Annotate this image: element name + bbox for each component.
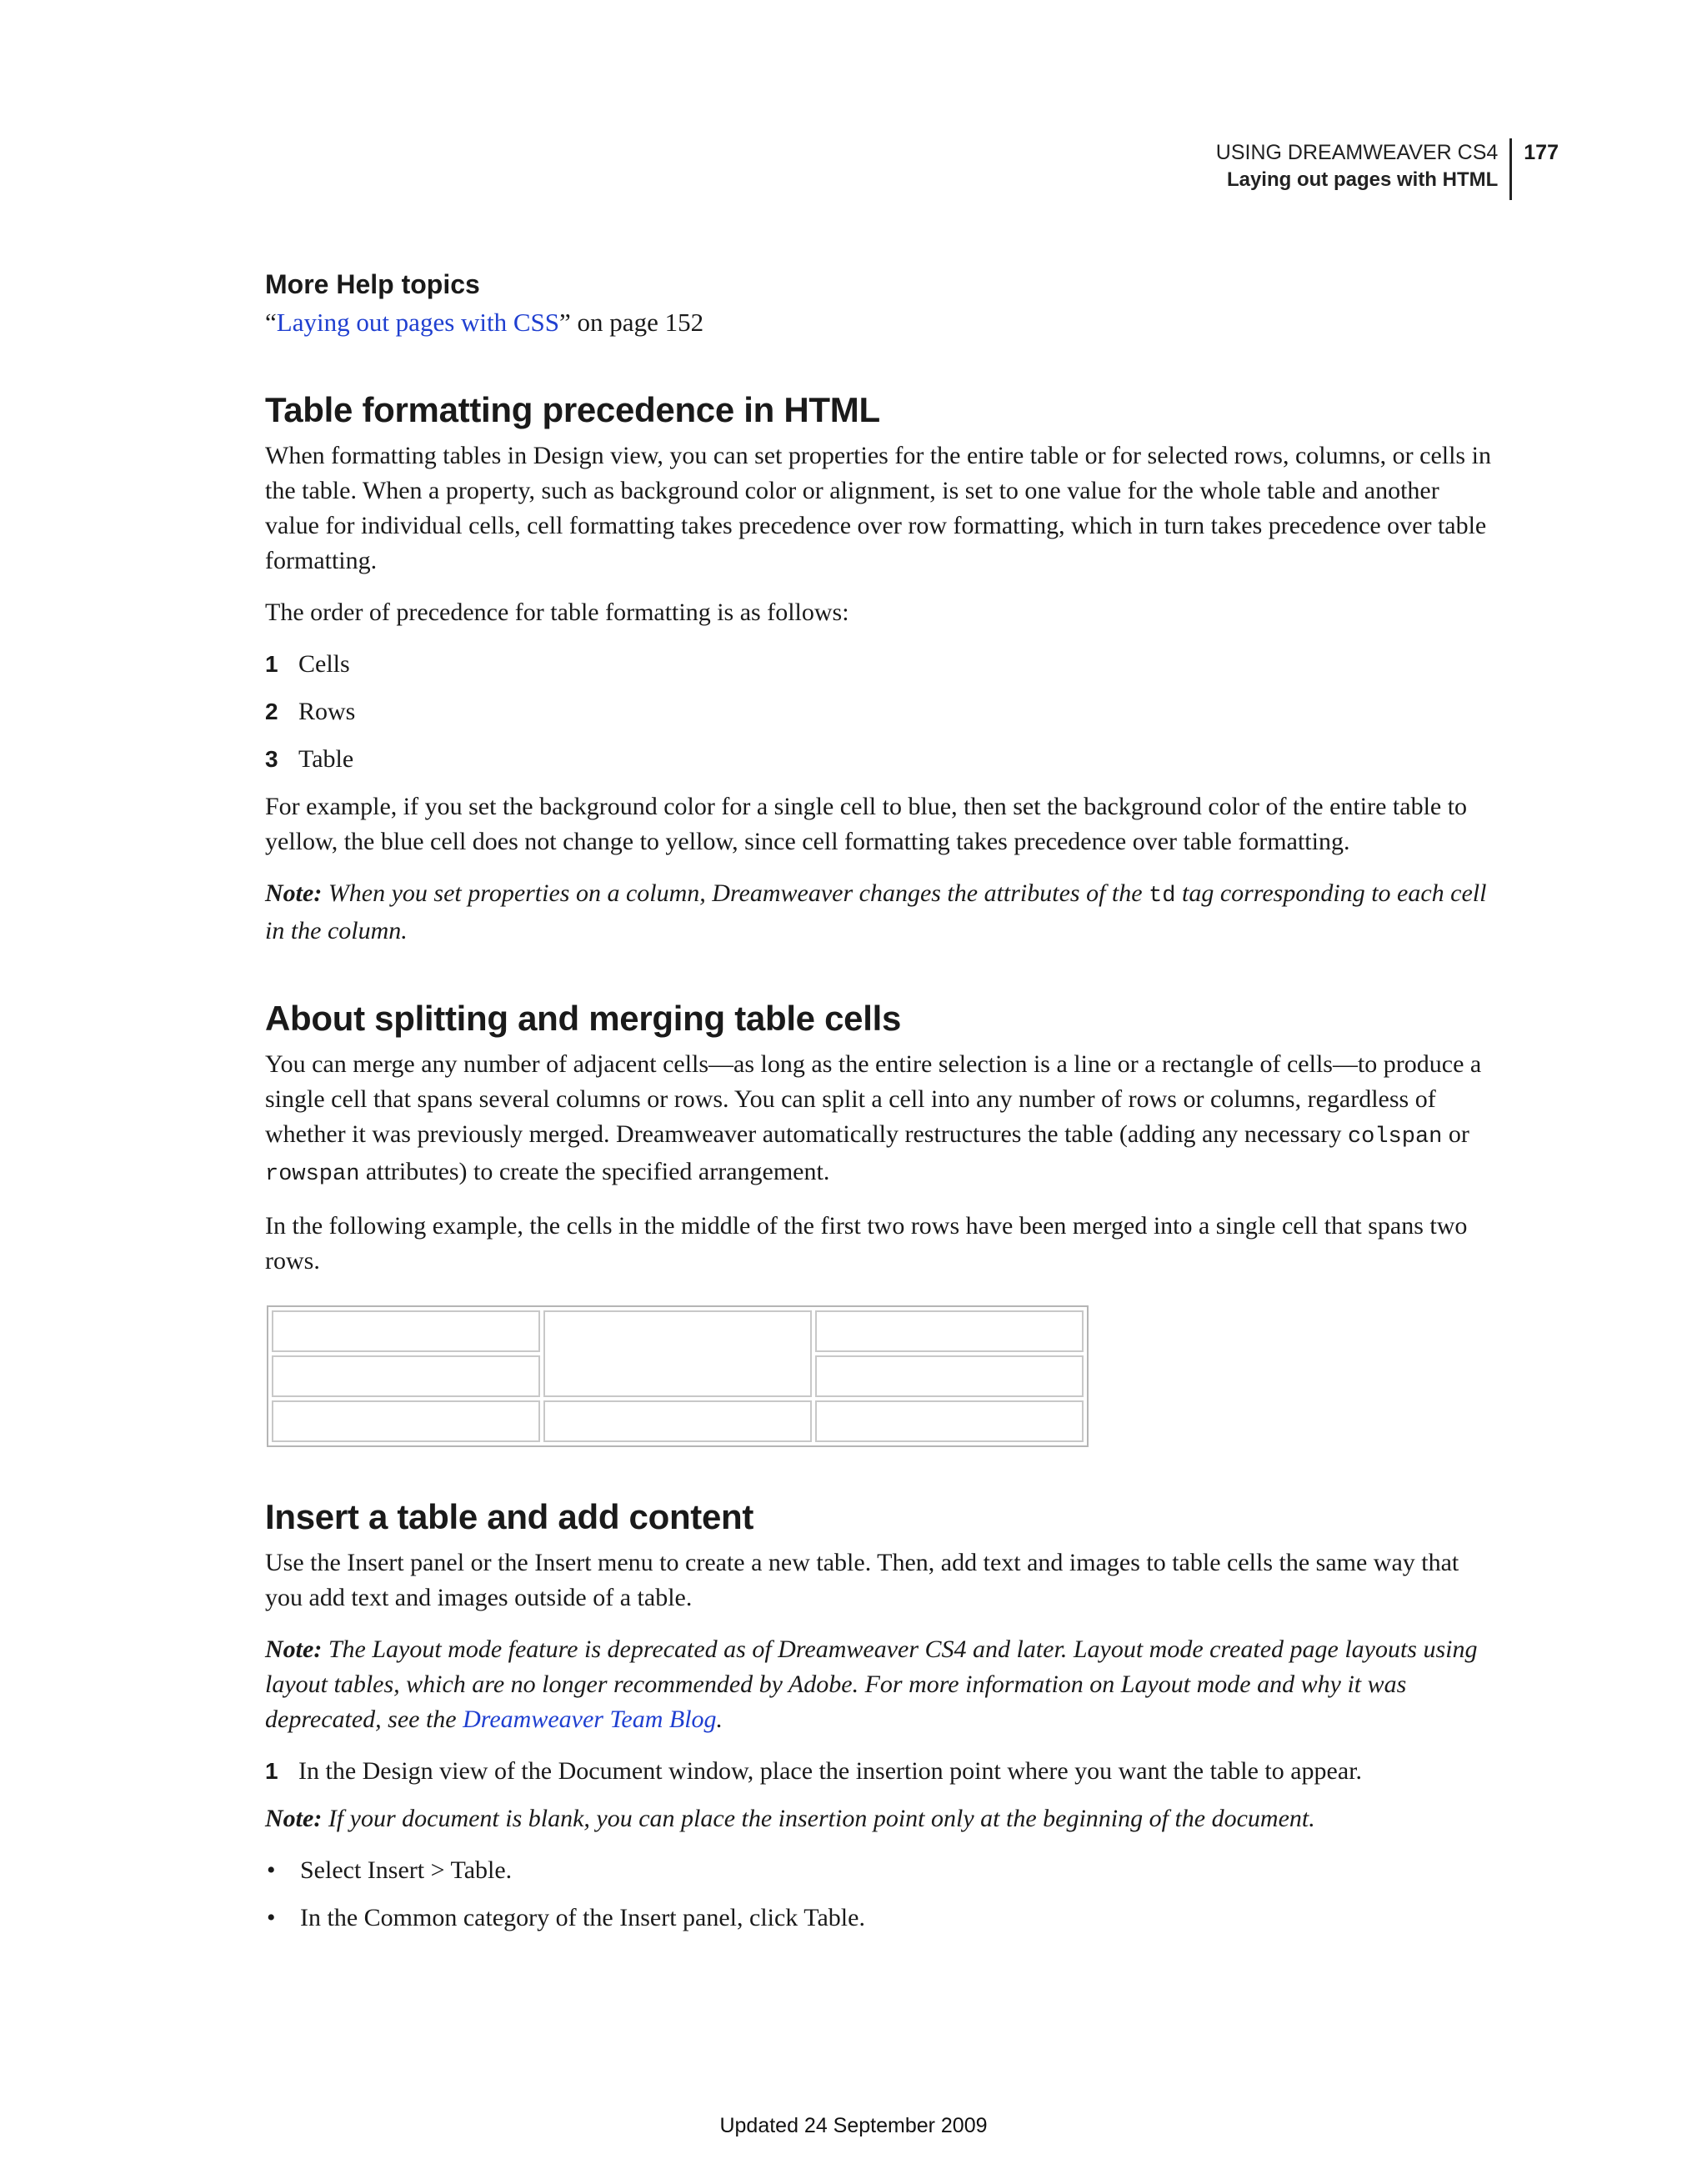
more-help-line <box>265 305 1499 340</box>
note-label: Note: <box>265 1635 323 1663</box>
paragraph: In the following example, the cells in the middle of the first two rows have been merged into a single cell that spans two rows. <box>265 1212 1468 1275</box>
table-row <box>272 1310 1084 1352</box>
paragraph: Use the Insert panel or the Insert menu to create a new table. Then, add text and images to table cells the same way that you add text and images outside of a table. <box>265 1549 1459 1611</box>
section-heading: About splitting and merging table cells <box>265 999 902 1038</box>
more-help-section <box>265 267 1499 340</box>
note <box>265 876 1499 949</box>
running-header <box>1216 138 1559 200</box>
table-cell <box>272 1310 540 1352</box>
header-book-title: USING DREAMWEAVER CS4 <box>1215 141 1499 164</box>
bullet-mark: • <box>267 1856 276 1884</box>
header-text-block <box>1216 138 1512 200</box>
open-quote: “ <box>265 308 277 337</box>
note-text: tag corresponding to each cell in the column. <box>265 879 1487 944</box>
merged-table-cell <box>543 1310 812 1397</box>
step-number: 1 <box>265 1758 278 1784</box>
list-text: Table <box>298 745 354 773</box>
page-content <box>265 267 1499 1936</box>
inline-code: colspan <box>1347 1125 1443 1150</box>
list-text: Cells <box>298 650 350 678</box>
note <box>265 1632 1499 1737</box>
dreamweaver-team-blog-link[interactable]: Dreamweaver Team Blog <box>463 1706 717 1733</box>
section-insert-table <box>265 1495 1499 1936</box>
list-number: 1 <box>265 651 278 677</box>
laying-out-css-link[interactable]: Laying out pages with CSS <box>276 308 560 337</box>
list-item <box>265 742 1499 777</box>
list-number: 3 <box>265 746 278 772</box>
bullet-item <box>265 1901 1499 1936</box>
list-text: Rows <box>298 698 356 725</box>
page-number: 177 <box>1524 141 1559 164</box>
table-cell <box>815 1310 1084 1352</box>
text-run: or <box>1442 1120 1469 1148</box>
more-help-title: More Help topics <box>265 269 480 299</box>
inline-code: td <box>1149 884 1176 909</box>
note-text: When you set properties on a column, Dreamweaver changes the attributes of the <box>322 879 1149 907</box>
header-chapter-title: Laying out pages with HTML <box>1226 168 1499 191</box>
section-table-precedence <box>265 388 1499 949</box>
table-cell <box>815 1400 1084 1442</box>
note-label: Note: <box>265 1805 323 1832</box>
section-heading: Insert a table and add content <box>265 1497 754 1536</box>
table-cell <box>272 1400 540 1442</box>
step-item <box>265 1754 1499 1789</box>
bullet-text: Select Insert > Table. <box>300 1856 513 1884</box>
note-text: If your document is blank, you can place the insertion point only at the beginning of the document. <box>322 1805 1315 1832</box>
text-run: attributes) to create the specified arrangement. <box>359 1158 830 1185</box>
note-label: Note: <box>265 879 323 907</box>
table-cell <box>543 1400 812 1442</box>
bullet-text: In the Common category of the Insert panel, click Table. <box>300 1904 865 1931</box>
list-item <box>265 647 1499 682</box>
note <box>265 1801 1499 1836</box>
list-number: 2 <box>265 699 278 724</box>
paragraph: For example, if you set the background color for a single cell to blue, then set the background color of the entire table to yellow, the blue cell does not change to yellow, since cell formatting takes precedence over table formatting. <box>265 793 1468 855</box>
table-row <box>272 1400 1084 1442</box>
paragraph <box>265 1047 1499 1192</box>
section-split-merge <box>265 997 1499 1447</box>
list-item <box>265 694 1499 729</box>
section-heading: Table formatting precedence in HTML <box>265 390 880 429</box>
merged-cells-example-table <box>267 1305 1089 1447</box>
table-cell <box>815 1355 1084 1397</box>
link-suffix: ” on page 152 <box>559 308 704 337</box>
note-text: The Layout mode feature is deprecated as of Dreamweaver CS4 and later. Layout mode created page layouts using layout tables, which are no longer recommended by Adobe. For more information on Layout mode and why it was deprecated, see the <box>265 1635 1478 1733</box>
table-cell <box>272 1355 540 1397</box>
page-footer: Updated 24 September 2009 <box>719 2114 988 2137</box>
bullet-mark: • <box>267 1904 276 1931</box>
paragraph: The order of precedence for table formatting is as follows: <box>265 599 849 626</box>
step-text: In the Design view of the Document window, place the insertion point where you want the table to appear. <box>298 1757 1363 1785</box>
bullet-item <box>265 1853 1499 1888</box>
text-run: You can merge any number of adjacent cells—as long as the entire selection is a line or a rectangle of cells—to produce a single cell that spans several columns or rows. You can split a cell into any number of rows or columns, regardless of whether it was previously merged. Dreamweaver automatically restructures the table (adding any necessary <box>265 1050 1482 1148</box>
paragraph: When formatting tables in Design view, you can set properties for the entire table or for selected rows, columns, or cells in the table. When a property, such as background color or alignment, is set to one value for the whole table and another value for individual cells, cell formatting takes precedence over row formatting, which in turn takes precedence over table formatting. <box>265 442 1491 574</box>
note-text: . <box>716 1706 723 1733</box>
inline-code: rowspan <box>265 1162 360 1187</box>
